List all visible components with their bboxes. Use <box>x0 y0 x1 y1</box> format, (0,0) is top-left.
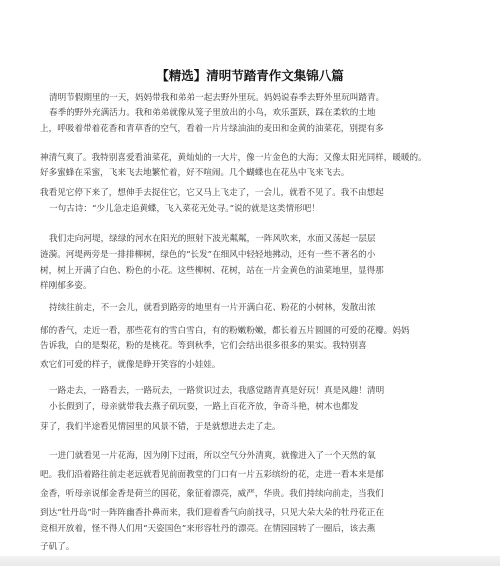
text-line: 到达“牡丹岛”时一阵阵幽香扑鼻而来，我们迎着香气向前找寻，只见大朵大朵的牡丹花正在 <box>40 508 384 518</box>
text-line: 欢它们可爱的样子，就像是睁开笑容的小娃娃。 <box>40 360 221 370</box>
text-line: 芽了，我们半途看见情园里的风景不错，于是就想进去走了走。 <box>40 422 281 432</box>
page-bottom-fade <box>0 556 500 566</box>
text-line: 小长假到了，母亲就带我去燕子矶玩耍，一路上百花齐放，争奇斗艳，树木也都发 <box>49 402 359 412</box>
text-line: 好多蜜蜂在采蜜，飞来飞去地繁忙着，好不喧闹。几个蝴蝶也在花丛中飞来飞去。 <box>40 168 350 178</box>
text-line: 金香，听母亲说郁金香是荷兰的国花，象征着漂亮，威严，华贵。我们持续向前走，当我们 <box>40 489 384 499</box>
text-line: 清明节假期里的一天，妈妈带我和弟弟一起去野外里玩。妈妈说春季去野外里玩叫踏青。 <box>49 93 385 103</box>
text-line: 子矶了。 <box>40 542 75 552</box>
text-line: 神清气爽了。我特别喜爱看油菜花，黄灿灿的一大片，像一片金色的大海；又像太阳光同样，暖暖的。 <box>40 153 427 163</box>
text-line: 竞相开放着，怪不得人们用“天姿国色”来形容牡丹的漂亮。在情园园转了一圈后，该去燕 <box>40 524 376 534</box>
text-line: 一句古诗：“少儿急走追黄蝶，飞入菜花无处寻。”说的就是这类情形吧！ <box>49 204 320 214</box>
text-line: 告诉我，白的是梨花，粉的是桃花。等到秋季，它们会结出很多很多的果实。我特别喜 <box>40 341 367 351</box>
text-line: 上，呼吸着带着花香和青草香的空气，看着一片片绿油油的麦田和金黄的油菜花，别提有多 <box>40 124 384 134</box>
text-line: 一路走去，一路看去，一路玩去，一路赏识过去，我感觉踏青真是好玩！真是风趣！清明 <box>49 386 385 396</box>
document-title: 【精选】清明节踏青作文集锦八篇 <box>156 68 344 83</box>
text-line: 春季的野外充满活力。我和弟弟就像从笼子里放出的小鸟，欢乐蛋跃，踩在柔软的土地 <box>49 108 376 118</box>
text-line: 郁的香气，走近一看，那些花有的雪白雪白，有的粉嫩粉嫩，都长着五片圆圆的可爱的花瓣。妈妈 <box>40 326 410 336</box>
text-line: 涟漪。河堤两旁是一排排柳树，绿色的“长发”在细风中轻轻地拂动，还有一些不著名的小 <box>40 250 376 260</box>
text-line: 我们走向河堤，绿绿的河水在阳光的照射下波光粼粼，一阵风吹来，水面又荡起一层层 <box>49 234 376 244</box>
text-line: 我看见它停下来了，想伸手去捉住它，它又马上飞走了，一会儿，就看不见了。我不由想起 <box>40 188 384 198</box>
text-line: 吧。我们沿着路往前走老远就看见前面教堂的门口有一片五彩缤纷的花，走进一看本来是郁 <box>40 470 384 480</box>
text-line: 持续往前走，不一会儿，就看到路旁的地里有一片开满白花、粉花的小树林，发散出浓 <box>49 303 376 313</box>
text-line: 树，树上开满了白色、粉色的小花。这些柳树、花树，站在一片金黄色的油菜地里，显得那 <box>40 266 384 276</box>
text-line: 一进门就看见一片花海，因为刚下过雨，所以空气分外清爽，就像进入了一个天然的氧 <box>49 451 376 461</box>
text-line: 样刚郁多姿。 <box>40 281 92 291</box>
